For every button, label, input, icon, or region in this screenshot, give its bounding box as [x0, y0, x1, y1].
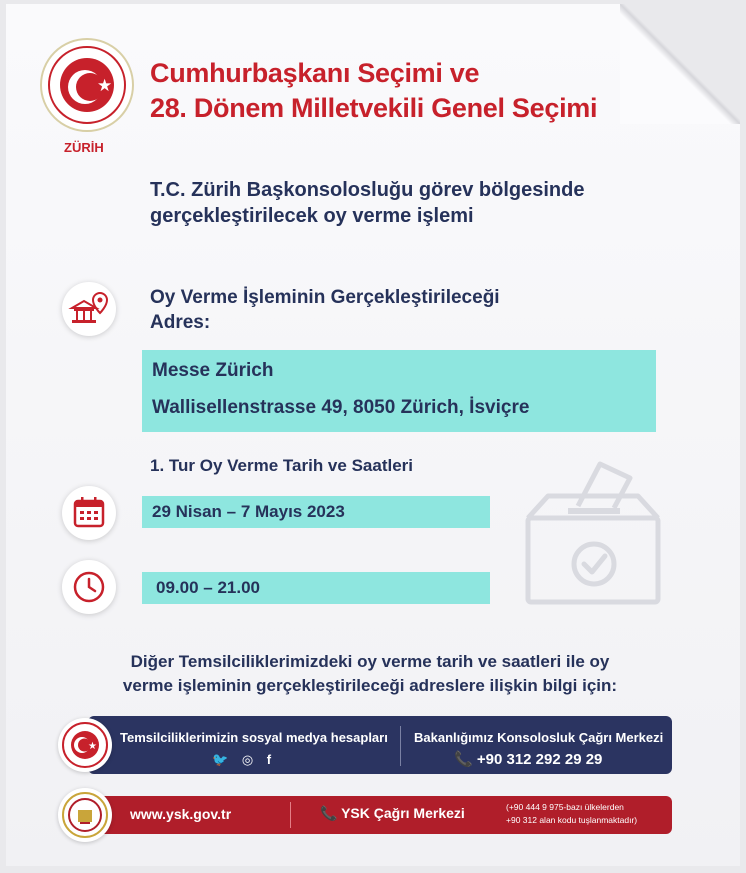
- ballot-box-icon: [518, 456, 668, 606]
- ministry-seal-logo: [58, 718, 112, 772]
- consulate-seal-logo: ★: [40, 38, 134, 132]
- social-icons: [212, 752, 281, 768]
- voting-hours: 09.00 – 21.00: [156, 578, 260, 597]
- svg-text:★: ★: [88, 741, 97, 752]
- phone-icon: 📞: [454, 751, 477, 768]
- ysk-website-link[interactable]: www.ysk.gov.tr: [130, 806, 232, 822]
- schedule-heading: 1. Tur Oy Verme Tarih ve Saatleri: [150, 456, 413, 475]
- title-line-2: 28. Dönem Milletvekili Genel Seçimi: [150, 93, 598, 123]
- address-label: [150, 285, 500, 335]
- facebook-icon[interactable]: f: [266, 752, 272, 767]
- clock-icon: [62, 560, 116, 614]
- intro-line-2: gerçekleştirilecek oy verme işlemi: [150, 205, 474, 227]
- voting-dates: 29 Nisan – 7 Mayıs 2023: [152, 502, 345, 521]
- seal-city-label: ZÜRİH: [64, 140, 104, 155]
- calendar-icon: [62, 486, 116, 540]
- more-info-line-2: verme işleminin gerçekleştirileceği adreslere ilişkin bilgi için:: [122, 676, 618, 695]
- venue-address: Wallisellenstrasse 49, 8050 Zürich, İsviçre: [152, 397, 530, 418]
- address-label-line-2: Adres:: [150, 312, 211, 333]
- location-building-icon: [62, 282, 116, 336]
- call-center-phone[interactable]: [454, 750, 602, 768]
- twitter-icon[interactable]: 🐦: [212, 752, 229, 767]
- venue-name: Messe Zürich: [152, 360, 274, 381]
- ysk-note-line-2: +90 312 alan kodu tuşlanmaktadır): [506, 815, 638, 825]
- intro-text: [150, 177, 585, 229]
- phone-icon: 📞: [320, 805, 342, 821]
- more-info-line-1: Diğer Temsilciliklerimizdeki oy verme tarih ve saatleri ile oy: [130, 652, 610, 671]
- more-info-text: [20, 650, 720, 698]
- instagram-icon[interactable]: ◎: [241, 752, 254, 767]
- page-curl: [620, 4, 740, 124]
- page-title: [150, 56, 597, 126]
- address-label-line-1: Oy Verme İşleminin Gerçekleştirileceği: [150, 287, 500, 308]
- ysk-seal-logo: [58, 788, 112, 842]
- call-center-label: Bakanlığımız Konsolosluk Çağrı Merkezi: [414, 730, 664, 745]
- phone-number: +90 312 292 29 29: [476, 751, 603, 768]
- ysk-call-center[interactable]: [320, 805, 465, 822]
- ysk-call-center-label: YSK Çağrı Merkezi: [341, 805, 465, 821]
- intro-line-1: T.C. Zürih Başkonsolosluğu görev bölgesinde: [150, 179, 585, 201]
- social-media-label: Temsilciliklerimizin sosyal medya hesapları: [120, 730, 388, 745]
- title-line-1: Cumhurbaşkanı Seçimi ve: [150, 58, 480, 88]
- contact-divider: [400, 726, 401, 766]
- ysk-divider: [290, 802, 291, 828]
- ysk-note-line-1: (+90 444 9 975-bazı ülkelerden: [506, 802, 624, 812]
